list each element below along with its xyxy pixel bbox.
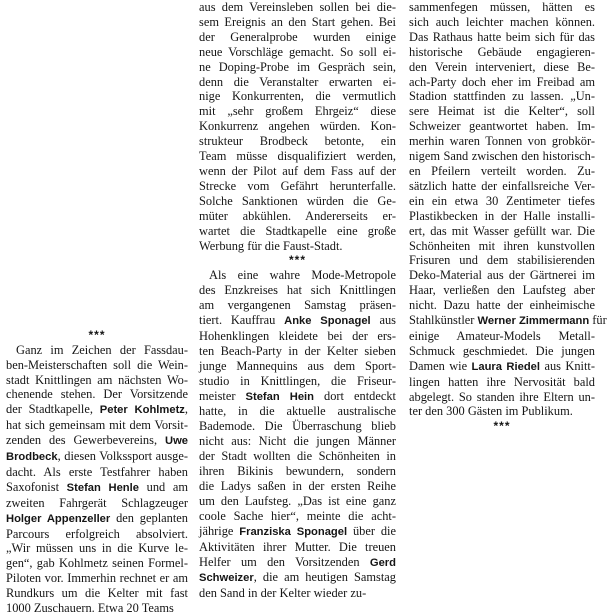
text-line [6, 496, 188, 511]
text-run: Solche Sanktionen würden die Ge- [199, 193, 396, 208]
text-run: strukteur Brodbeck betonte, ein [199, 134, 396, 149]
text-line [409, 253, 595, 268]
text-line [199, 344, 396, 359]
text-line [6, 480, 188, 496]
text-line [409, 0, 595, 15]
text-run: Saxofonist [6, 479, 67, 494]
text-line [409, 404, 595, 419]
text-line [6, 586, 188, 601]
text-run: sätzlich hatte der einfallsreiche Ver- [409, 178, 595, 193]
article-column-1 [6, 0, 188, 616]
section-separator: *** [493, 419, 511, 434]
text-line [409, 359, 595, 375]
text-line [199, 540, 396, 555]
text-run: , diesen Volkssport ausge- [57, 449, 188, 464]
text-line [199, 283, 396, 298]
text-line [199, 164, 396, 179]
text-run: um den Laufsteg. „Das ist eine ganz [199, 493, 396, 508]
text-run: chenende stehen. Der Vorsitzende [6, 387, 188, 402]
text-run: Damen wie [409, 358, 472, 373]
text-run: Als eine wahre Mode-Metropole [209, 268, 396, 283]
text-run: denn die Veranstalter erwarten ei- [199, 74, 396, 89]
text-line [199, 149, 396, 164]
person-name: Gerd [369, 556, 396, 569]
text-run: , die am heutigen Samstag [253, 570, 396, 585]
text-run: sere Heimat ist die Kelter“, soll [409, 104, 595, 119]
text-line [409, 179, 595, 194]
section-separator: *** [288, 253, 306, 268]
text-run: sich auch leichter machen können. [409, 14, 595, 29]
text-run: 1000 Zuschauern. Etwa 20 Teams [6, 601, 174, 616]
text-run: müter abkühlen. Andererseits er- [199, 208, 396, 223]
text-line [199, 75, 396, 90]
text-line [199, 404, 396, 419]
text-run: Stahlkünstler [409, 313, 478, 328]
text-run: einige Amateur-Models Metall- [409, 328, 595, 343]
text-line [6, 358, 188, 373]
text-line [6, 601, 188, 616]
text-line [6, 418, 188, 433]
text-line [199, 359, 396, 374]
text-line [199, 194, 396, 209]
text-run: Stadion stattfinden zu lassen. „Un- [409, 89, 595, 104]
paragraph [6, 343, 188, 616]
text-run: Team müsse disqualifiziert werden, [199, 149, 396, 164]
text-line [409, 375, 595, 390]
text-line [6, 402, 188, 418]
text-run: Haar, verließen den Laufsteg aber [409, 283, 595, 298]
text-run: Werbung für die Faust-Stadt. [199, 238, 343, 253]
text-run: Helfer um den Vorsitzenden [199, 554, 370, 569]
text-run: nige Konkurrenten, die vermutlich [199, 89, 396, 104]
text-line [409, 239, 595, 254]
text-line [199, 464, 396, 479]
text-line [6, 556, 188, 571]
text-line [199, 524, 396, 540]
text-run: ben-Meisterschaften soll die Wein- [6, 357, 188, 372]
text-line [409, 164, 595, 179]
text-run: junge Mannequins aus dem Sport- [199, 358, 396, 373]
text-line [199, 209, 396, 224]
paragraph [409, 0, 607, 419]
text-run: Aktivitäten ihrer Mutter. Die treuen [199, 539, 396, 554]
text-line [199, 179, 396, 194]
text-run: nicht aus: Nicht die jungen Männer [199, 434, 396, 449]
text-line [6, 541, 188, 556]
text-line [6, 373, 188, 388]
text-run: neue Vorschläge gemacht. So soll ei- [199, 44, 396, 59]
text-run: Schönheiten mit ihren kunstvollen [409, 238, 595, 253]
text-run: ne Doping-Probe im Gespräch sein, [199, 59, 396, 74]
text-run: „Wir müssen uns in die Kurve le- [6, 541, 188, 556]
person-name: Uwe [164, 435, 188, 448]
text-run: Konkurrenz angehen würden. Kon- [199, 119, 396, 134]
text-line [199, 419, 396, 434]
person-name: Franziska Sponagel [239, 525, 348, 538]
text-line [409, 329, 595, 344]
text-run: der Generalprobe wurden einige [199, 29, 396, 44]
text-run: Rundkurs um die Kelter mit fast [6, 586, 188, 601]
text-line [6, 343, 188, 358]
text-run: am vergangenen Samstag präsen- [199, 298, 396, 313]
text-run: Plastikbecken in der Halle installi- [409, 208, 595, 223]
text-run: Schmuck geschmiedet. Die jungen [409, 343, 595, 358]
text-run: lingen hatten ihre Nervosität bald [409, 374, 595, 389]
person-name: Stefan Hein [245, 390, 314, 403]
text-run: nigem Sand zwischen den historisch- [409, 149, 595, 164]
text-run: historische Gebäude engagieren- [409, 44, 595, 59]
text-run: jährige [199, 523, 240, 538]
text-line [6, 527, 188, 542]
text-run: aus dem Vereinsleben sollen bei die- [199, 0, 396, 14]
text-run: für [589, 313, 607, 328]
text-line [199, 15, 396, 30]
text-line [199, 313, 396, 329]
text-line [409, 344, 595, 359]
text-line [6, 433, 188, 449]
text-run: die Ladys saßen in der ersten Reihe [199, 479, 396, 493]
text-run: Ganz im Zeichen der Fassdau- [16, 342, 188, 357]
text-line [409, 283, 595, 298]
text-line [409, 194, 595, 209]
paragraph [199, 0, 396, 253]
text-line [199, 479, 396, 494]
person-name: Holger Appenzeller [6, 512, 111, 525]
text-run: , [184, 402, 189, 417]
text-run: nicht. Dazu hatte der einheimische [409, 298, 595, 313]
text-run: und am [138, 479, 189, 494]
text-run: ach-Party doch eher im Freibad am [409, 74, 595, 89]
text-line [199, 89, 396, 104]
text-run: merhin waren Tonnen von grobkör- [409, 134, 595, 149]
text-run: aus [370, 313, 396, 328]
text-run: des Enzkreises hat sich Knittlingen [199, 283, 396, 298]
text-run: coole Sache hier“, meinte die acht- [199, 508, 396, 523]
text-line [6, 511, 188, 527]
text-line [409, 149, 595, 164]
text-line [199, 268, 396, 283]
text-run: wartet die Stadtkapelle eine große [199, 223, 396, 238]
text-line [199, 434, 396, 449]
text-run: Strecke vom Gefährt herunterfalle. [199, 178, 396, 193]
text-line [199, 0, 396, 15]
text-run: den Sand in der Kelter wieder zu- [199, 586, 367, 601]
text-run: zweiten Fahrgerät Schlagzeuger [6, 495, 188, 510]
text-line [199, 104, 396, 119]
text-line [199, 586, 396, 601]
text-line [199, 239, 396, 254]
text-line [199, 555, 396, 571]
text-line [409, 119, 595, 134]
text-run: Hohenklingen kleidete bei der ers- [199, 328, 396, 343]
text-line [199, 509, 396, 524]
text-run: der Stadtkapelle, [6, 402, 100, 417]
person-name: Brodbeck [6, 451, 58, 464]
text-run: den geplanten [110, 510, 188, 525]
text-line [199, 570, 396, 586]
text-line [409, 104, 595, 119]
text-run: ihren Bikinis bewundern, sondern [199, 464, 396, 479]
person-name: Peter Kohlmetz [99, 404, 185, 417]
text-run: über die [347, 523, 396, 538]
text-line [199, 374, 396, 389]
text-line [409, 75, 595, 90]
text-run: hat sich gemeinsam mit dem Vorsit- [6, 418, 188, 433]
text-run: meister [199, 388, 246, 403]
text-run: Das Rathaus hatte beim sich für das [409, 29, 595, 44]
text-line [6, 449, 188, 465]
text-line [6, 387, 188, 402]
text-line [199, 494, 396, 509]
text-line [409, 224, 595, 239]
text-run: ein ein etwa 30 Zentimeter tiefes [409, 193, 595, 208]
text-line [409, 268, 595, 283]
text-line [199, 45, 396, 60]
paragraph [199, 268, 396, 601]
text-line [409, 45, 595, 60]
text-line [199, 60, 396, 75]
text-line [6, 571, 188, 586]
text-run: mit „sehr großem Ehrgeiz“ diese [199, 104, 396, 119]
person-name: Laura Riedel [471, 360, 541, 373]
text-line [199, 119, 396, 134]
text-line [199, 389, 396, 405]
text-run: ter den 300 Gästen im Publikum. [409, 404, 573, 419]
text-line [409, 89, 595, 104]
text-run: dacht. Als erste Testfahrer haben [6, 464, 188, 479]
text-run: stadt Knittlingen am nächsten Wo- [6, 372, 188, 387]
text-run: sammenfegen müssen, hätten es [409, 0, 595, 14]
text-line [199, 224, 396, 239]
column-spacer [6, 0, 188, 328]
text-run: wenn der Pilot auf dem Fass auf der [199, 163, 396, 178]
text-run: en Pfeilern verteilt worden. Zu- [409, 163, 595, 178]
text-run: dort entdeckt [314, 388, 396, 403]
text-run: sem Ereignis an den Start gehen. Bei [199, 14, 396, 29]
text-line [6, 465, 188, 480]
text-run: zenden des Gewerbevereins, [6, 433, 165, 448]
text-line [409, 209, 595, 224]
text-run: hatte, in die aktuelle australische [199, 404, 396, 419]
text-line [199, 298, 396, 313]
text-run: Parcours erfolgreich absolviert. [6, 526, 188, 541]
text-run: Schweizer geantwortet haben. Im- [409, 119, 595, 134]
text-run: abgelegt. So standen ihre Eltern un- [409, 389, 595, 404]
text-line [199, 449, 396, 464]
text-run: gen“, gab Kohlmetz seinen Formel- [6, 556, 188, 571]
text-run: ten Beach-Party in der Kelter sieben [199, 343, 396, 358]
text-line [409, 298, 595, 313]
section-separator: *** [88, 327, 106, 342]
article-column-2 [199, 0, 396, 601]
article-column-3 [409, 0, 607, 434]
text-run: aus Knitt- [540, 358, 595, 373]
person-name: Schweizer [199, 572, 254, 585]
person-name: Werner Zimmermann [477, 315, 590, 328]
text-line [409, 30, 595, 45]
text-run: Bademode. Die Überraschung blieb [199, 419, 396, 434]
text-run: ert, das mit Wasser gefüllt war. Die [409, 223, 595, 238]
text-line [199, 329, 396, 344]
text-line [409, 60, 595, 75]
text-run: Piloten vor. Immerhin rechnet er am [6, 571, 188, 586]
person-name: Anke Sponagel [284, 315, 371, 328]
text-line [409, 313, 607, 329]
text-run: den Verein interveniert, diese Be- [409, 59, 595, 74]
text-line [409, 390, 595, 405]
text-run: studio in Knittlingen, die Friseur- [199, 373, 396, 388]
text-run: Frisuren und dem stabilisierenden [409, 253, 595, 268]
text-line [409, 134, 595, 149]
text-run: Deko-Material aus der Gärtnerei im [409, 268, 595, 283]
text-run: der Stadt wollten die Schönheiten in [199, 449, 396, 464]
text-run: tiert. Kauffrau [199, 313, 285, 328]
text-line [199, 134, 396, 149]
text-line [409, 15, 595, 30]
text-line [199, 30, 396, 45]
person-name: Stefan Henle [66, 481, 139, 494]
